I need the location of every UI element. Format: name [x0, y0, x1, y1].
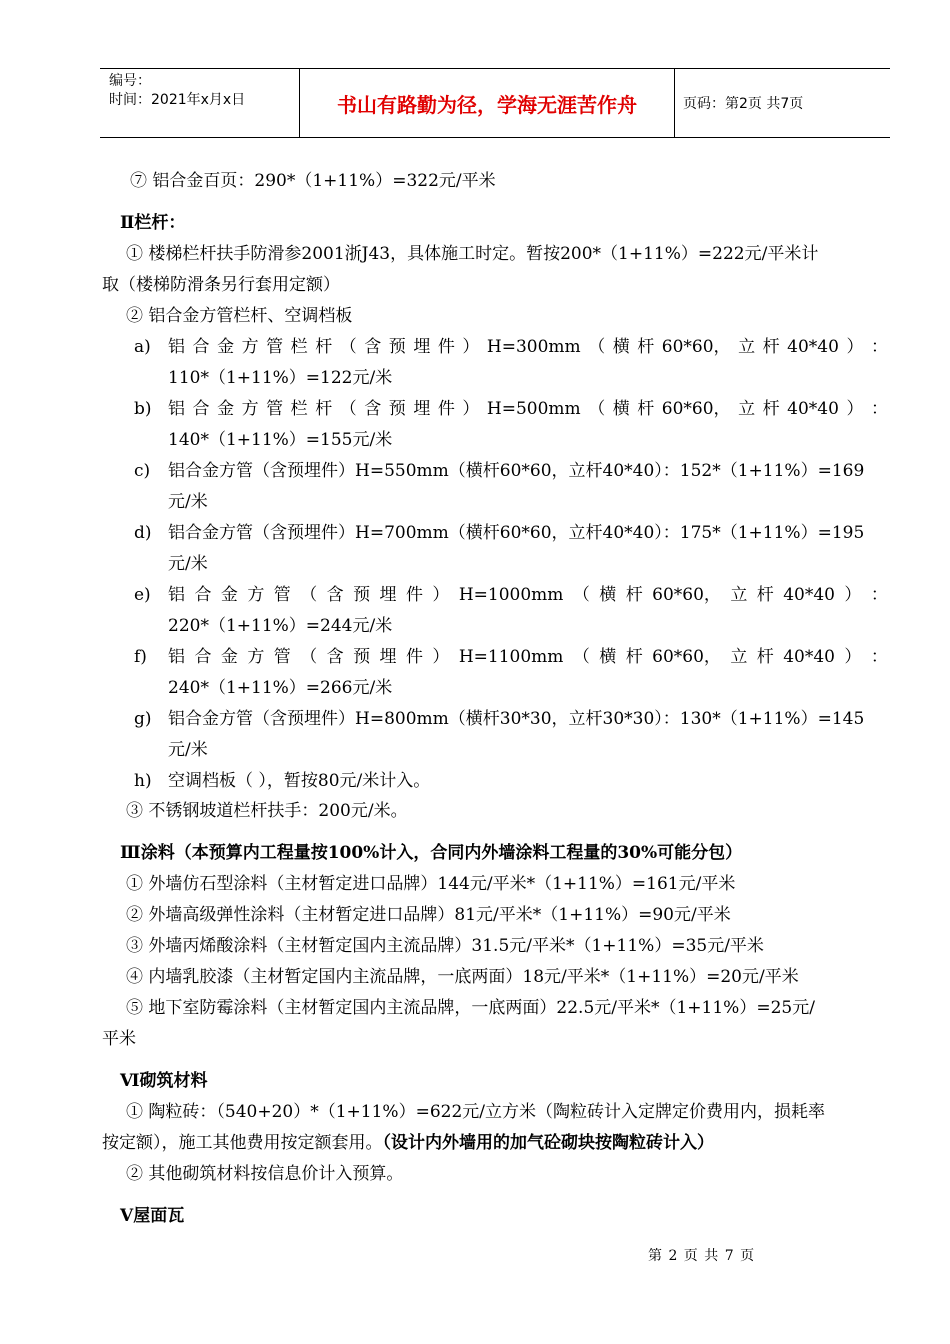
railing-subitem-word: H=300mm	[486, 337, 581, 357]
header-meta	[100, 69, 300, 137]
railing-subitem-word: 立	[738, 399, 756, 419]
railing-subitem-word: 含	[364, 337, 382, 357]
railing-subitem-word: （	[300, 647, 318, 667]
railing-subitem-word: 40*40	[787, 337, 839, 357]
railing-subitem-word: 埋	[413, 399, 431, 419]
railing-subitem-line1: 铝合金方管（含预埋件）H=700mm（横杆60*60，立杆40*40）：175*（1+11%）=195	[168, 523, 865, 543]
masonry-item-1-text: 按定额），施工其他费用按定额套用。	[102, 1133, 383, 1153]
railing-subitem-word: 方	[241, 337, 259, 357]
railing-subitem-label: d)	[134, 523, 152, 543]
railing-subitem-word: 横	[599, 585, 617, 605]
railing-subitem-line1: 空调档板（ ），暂按80元/米计入。	[168, 771, 431, 791]
railing-subitem-word: 金	[220, 585, 238, 605]
railing-item-2: ② 铝合金方管栏杆、空调档板	[126, 306, 353, 326]
header-page-number: 页码：第2页 共7页	[683, 96, 804, 112]
railing-subitem-word: 60*60，	[661, 399, 731, 419]
railing-subitem-word: 40*40	[783, 585, 835, 605]
railing-subitem-word: 铝	[168, 647, 185, 667]
railing-subitem-word: ：	[870, 337, 888, 357]
railing-subitem-word: （	[339, 337, 357, 357]
railing-subitem-line1: 铝合金方管（含预埋件）H=550mm（横杆60*60，立杆40*40）：152*（1+11%）=169	[168, 461, 865, 481]
railing-subitem-word: 件	[405, 585, 423, 605]
railing-subitem-word: 合	[192, 337, 210, 357]
railing-subitem-line1	[168, 398, 888, 420]
coating-item-2: ② 外墙高级弹性涂料（主材暂定进口品牌）81元/平米*（1+11%）=90元/平米	[126, 905, 731, 925]
railing-subitem-word: 杆	[625, 585, 643, 605]
railing-subitem-word: H=1000mm	[458, 585, 564, 605]
railing-subitem-word: ）	[846, 337, 864, 357]
line-aluminum-louver: ⑦ 铝合金百页：290*（1+11%）=322元/平米	[130, 171, 496, 191]
railing-subitem-label: g)	[134, 709, 152, 729]
railing-subitem-word: ：	[870, 647, 888, 667]
railing-subitem-word: 管	[273, 647, 291, 667]
section-railing-heading: Ⅱ栏杆：	[120, 213, 186, 233]
railing-subitem-word: 金	[217, 399, 235, 419]
railing-subitem-word: 方	[247, 647, 265, 667]
railing-subitem-word: 预	[388, 399, 406, 419]
page-footer: 第 2 页 共 7 页	[648, 1248, 756, 1264]
railing-subitem-word: 埋	[379, 647, 397, 667]
railing-subitem-word: H=500mm	[486, 399, 581, 419]
railing-subitem-word: H=1100mm	[458, 647, 564, 667]
railing-subitem-word: 横	[612, 337, 630, 357]
railing-subitem-line2: 240*（1+11%）=266元/米	[168, 678, 393, 698]
railing-subitem-word: ）	[846, 399, 864, 419]
coating-item-5-line2: 平米	[102, 1029, 136, 1049]
masonry-item-1-line2	[102, 1132, 714, 1154]
railing-subitem-word: 杆	[762, 337, 780, 357]
railing-subitem-word: 栏	[290, 399, 308, 419]
railing-subitem-word: ）	[432, 585, 450, 605]
railing-subitem-word: ：	[870, 399, 888, 419]
railing-subitem-word: 杆	[315, 399, 333, 419]
masonry-item-2: ② 其他砌筑材料按信息价计入预算。	[126, 1164, 404, 1184]
railing-subitem-word: 杆	[756, 585, 774, 605]
railing-subitem-label: a)	[134, 337, 151, 357]
railing-subitem-line2: 110*（1+11%）=122元/米	[168, 368, 393, 388]
railing-subitem-word: （	[572, 647, 590, 667]
railing-subitem-word: ）	[462, 399, 480, 419]
railing-subitem-word: （	[588, 337, 606, 357]
railing-subitem-word: 合	[194, 585, 212, 605]
railing-subitem-word: 埋	[413, 337, 431, 357]
railing-subitem-word: 立	[738, 337, 756, 357]
railing-subitem-word: 60*60，	[652, 647, 721, 667]
railing-subitem-word: 金	[217, 337, 235, 357]
railing-subitem-word: 杆	[625, 647, 643, 667]
railing-subitem-word: 方	[247, 585, 265, 605]
railing-subitem-word: 合	[192, 399, 210, 419]
railing-subitem-word: 立	[730, 647, 748, 667]
railing-subitem-word: 件	[437, 399, 455, 419]
railing-subitem-word: 埋	[379, 585, 397, 605]
railing-subitem-word: 管	[273, 585, 291, 605]
railing-subitem-line1	[168, 646, 888, 668]
railing-subitem-word: 金	[220, 647, 238, 667]
railing-subitem-label: h)	[134, 771, 152, 791]
section-roof-tile-heading: Ⅴ屋面瓦	[120, 1206, 185, 1226]
header-date: 时间：2021年x月x日	[109, 92, 246, 108]
header-motto: 书山有路勤为径，学海无涯苦作舟	[300, 69, 675, 137]
coating-item-4: ④ 内墙乳胶漆（主材暂定国内主流品牌，一底两面）18元/平米*（1+11%）=20元/平米	[126, 967, 799, 987]
railing-subitem-word: 铝	[168, 585, 185, 605]
railing-subitem-word: 件	[437, 337, 455, 357]
railing-subitem-word: ：	[870, 585, 888, 605]
railing-subitem-line1: 铝合金方管（含预埋件）H=800mm（横杆30*30，立杆30*30）：130*（1+11%）=145	[168, 709, 865, 729]
railing-item-1-line1: ① 楼梯栏杆扶手防滑参2001浙J43，具体施工时定。暂按200*（1+11%）=222元/平米计	[126, 244, 819, 264]
railing-subitem-label: f)	[134, 647, 147, 667]
railing-subitem-label: e)	[134, 585, 151, 605]
railing-subitem-word: （	[572, 585, 590, 605]
railing-subitem-word: 含	[326, 585, 344, 605]
railing-subitem-word: （	[339, 399, 357, 419]
section-coating-heading: Ⅲ涂料（本预算内工程量按100%计入，合同内外墙涂料工程量的30%可能分包）	[120, 843, 743, 863]
railing-subitem-label: b)	[134, 399, 152, 419]
railing-subitem-word: 铝	[168, 337, 185, 357]
railing-subitem-line2: 元/米	[168, 492, 208, 512]
railing-subitem-word: 杆	[637, 399, 655, 419]
railing-item-3: ③ 不锈钢坡道栏杆扶手：200元/米。	[126, 801, 408, 821]
railing-subitem-word: 预	[388, 337, 406, 357]
railing-subitem-label: c)	[134, 461, 151, 481]
railing-subitem-word: （	[588, 399, 606, 419]
railing-subitem-line2: 元/米	[168, 740, 208, 760]
railing-subitem-line2: 220*（1+11%）=244元/米	[168, 616, 393, 636]
railing-subitem-word: 60*60，	[652, 585, 721, 605]
railing-subitem-word: （	[300, 585, 318, 605]
railing-subitem-line1	[168, 584, 888, 606]
railing-subitem-line2: 元/米	[168, 554, 208, 574]
railing-subitem-word: 杆	[762, 399, 780, 419]
railing-subitem-word: 杆	[315, 337, 333, 357]
railing-subitem-word: 杆	[637, 337, 655, 357]
coating-item-5-line1: ⑤ 地下室防霉涂料（主材暂定国内主流品牌，一底两面）22.5元/平米*（1+11%）=25元/	[126, 998, 815, 1018]
railing-subitem-word: ）	[844, 585, 862, 605]
masonry-item-1-line1: ① 陶粒砖：（540+20）*（1+11%）=622元/立方米（陶粒砖计入定牌定价费用内，损耗率	[126, 1102, 825, 1122]
railing-subitem-word: 铝	[168, 399, 185, 419]
railing-subitem-word: 合	[194, 647, 212, 667]
railing-subitem-word: 40*40	[787, 399, 839, 419]
railing-subitem-word: ）	[844, 647, 862, 667]
railing-subitem-word: ）	[462, 337, 480, 357]
railing-subitem-word: 含	[326, 647, 344, 667]
railing-subitem-line2: 140*（1+11%）=155元/米	[168, 430, 393, 450]
railing-item-1-line2: 取（楼梯防滑条另行套用定额）	[102, 275, 340, 295]
railing-subitem-word: ）	[432, 647, 450, 667]
railing-subitem-word: 40*40	[783, 647, 835, 667]
railing-subitem-word: 预	[353, 647, 371, 667]
section-masonry-heading: Ⅵ砌筑材料	[120, 1071, 208, 1091]
coating-item-3: ③ 外墙丙烯酸涂料（主材暂定国内主流品牌）31.5元/平米*（1+11%）=35元/平米	[126, 936, 764, 956]
coating-item-1: ① 外墙仿石型涂料（主材暂定进口品牌）144元/平米*（1+11%）=161元/平米	[126, 874, 736, 894]
masonry-item-1-note: （设计内外墙用的加气砼砌块按陶粒砖计入）	[382, 1133, 714, 1153]
railing-subitem-word: 方	[241, 399, 259, 419]
railing-subitem-word: 立	[730, 585, 748, 605]
railing-subitem-word: 60*60，	[661, 337, 731, 357]
railing-subitem-line1	[168, 336, 888, 358]
page-header	[100, 68, 890, 138]
railing-subitem-word: 含	[364, 399, 382, 419]
railing-subitem-word: 管	[266, 337, 284, 357]
railing-subitem-word: 预	[353, 585, 371, 605]
railing-subitem-word: 管	[266, 399, 284, 419]
railing-subitem-word: 杆	[756, 647, 774, 667]
railing-subitem-word: 栏	[290, 337, 308, 357]
railing-subitem-word: 横	[599, 647, 617, 667]
railing-subitem-word: 横	[612, 399, 630, 419]
header-number: 编号：	[109, 73, 151, 89]
railing-subitem-word: 件	[405, 647, 423, 667]
